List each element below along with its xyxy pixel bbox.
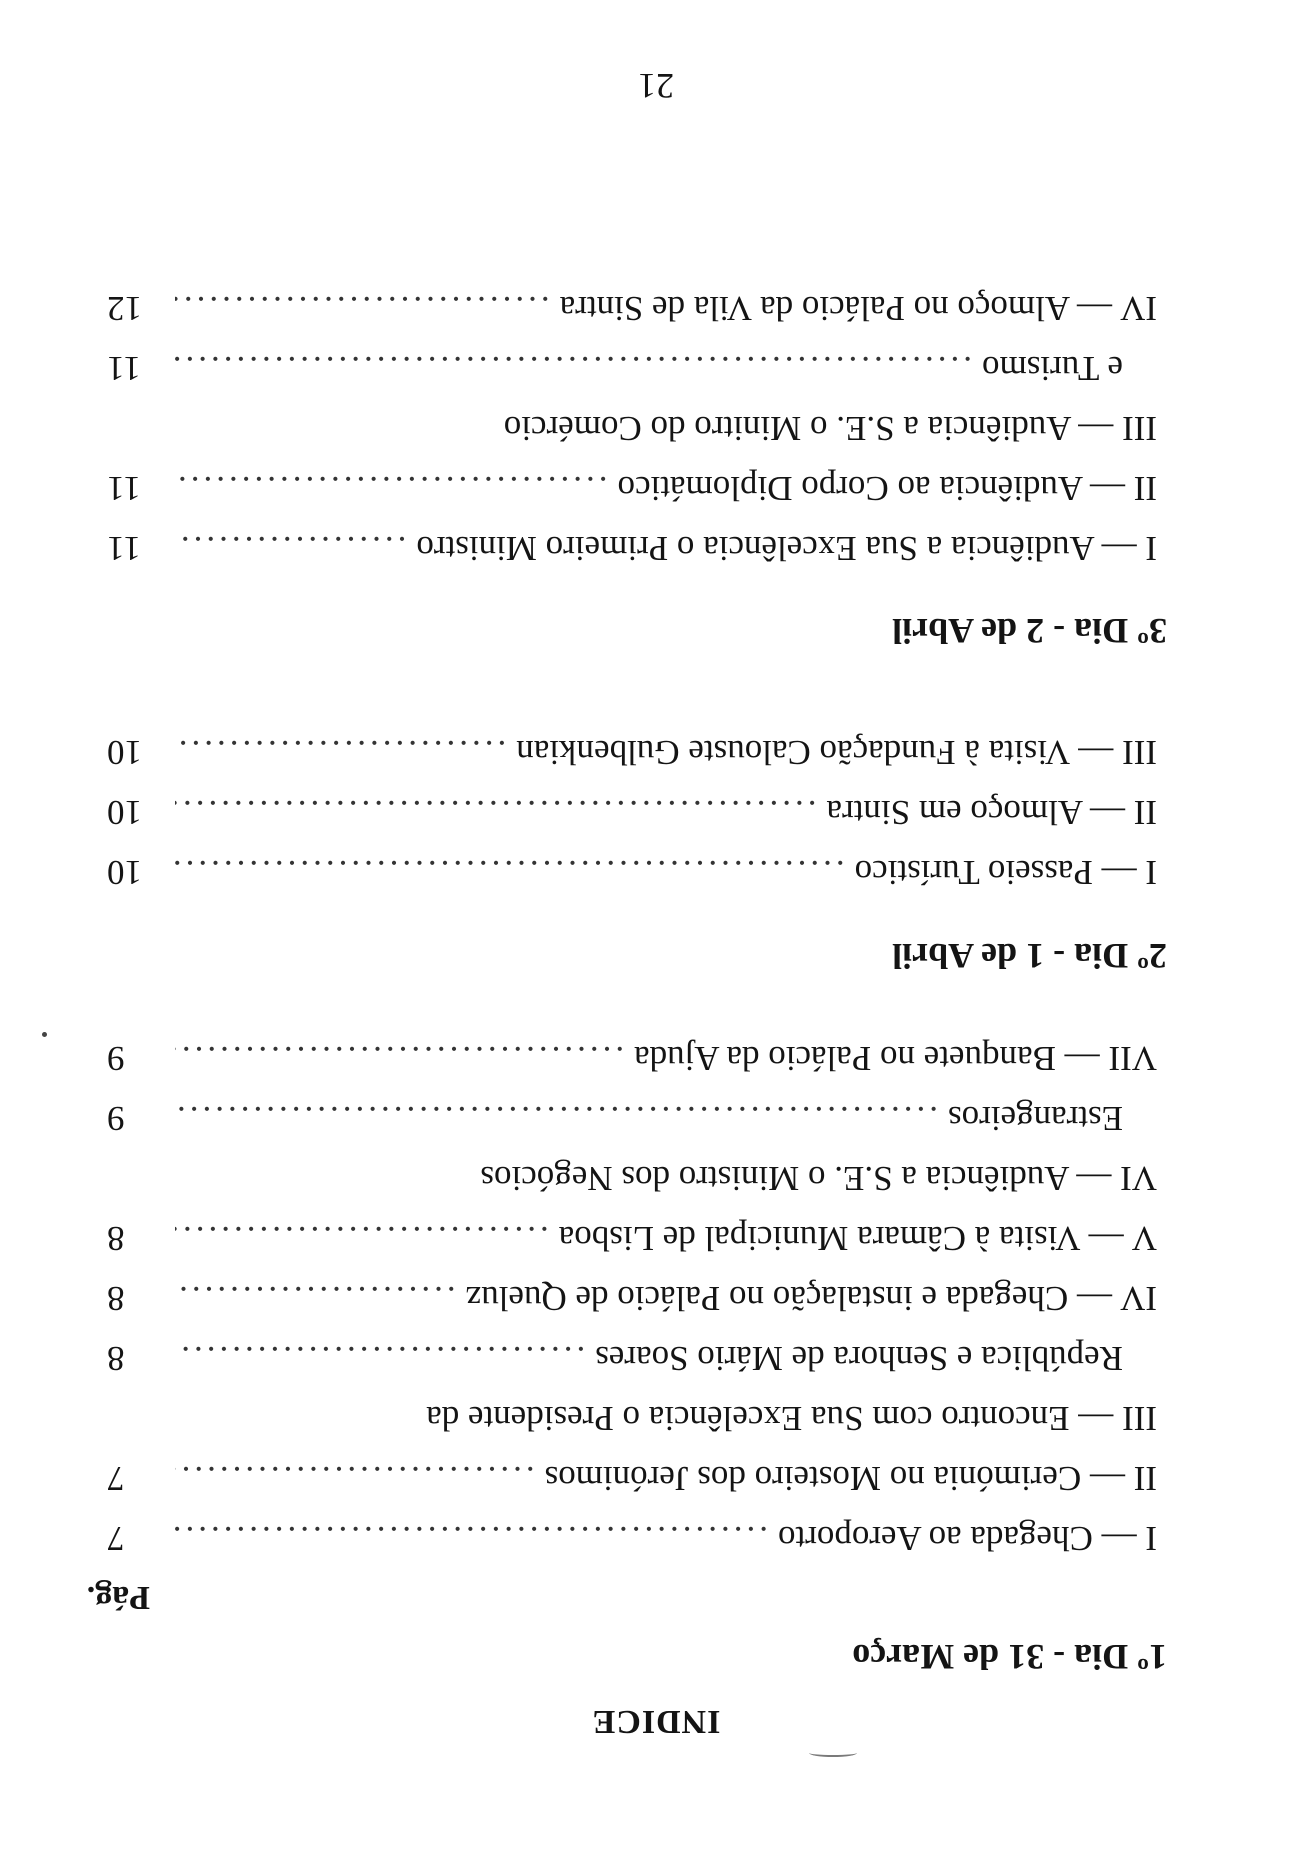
day1-entry-7 [107,1028,1157,1088]
entry-text: III — Visita à Fundação Calouste Gulbenkian [516,733,1157,772]
dot-leader [175,842,845,902]
entry-page: 8 [107,1279,125,1318]
day1-entry-1 [107,1508,1157,1568]
entry-text: II — Audiência ao Corpo Diplomático [617,469,1157,508]
entry-text: VII — Banquete no Palácio da Ajuda [634,1039,1157,1078]
day1-entry-4 [107,1268,1157,1328]
entry-page: 8 [107,1339,125,1378]
day1-entry-2 [107,1448,1157,1508]
entry-text: II — Almoço em Sintra [826,793,1157,832]
day3-entry-1 [107,518,1157,578]
day1-entry-6 [107,1088,1157,1208]
entry-text: II — Cerimónia no Mosteiro dos Jerónimos [544,1459,1157,1498]
entry-text-continued: Estrangeiros [948,1099,1123,1138]
dot-leader [175,782,816,842]
entry-page: 7 [107,1459,125,1498]
ink-smudge [809,1749,857,1757]
entry-page: 11 [107,349,141,388]
dot-leader [175,1028,624,1088]
day2-entry-3 [107,722,1157,782]
dot-leader [175,1328,585,1388]
entry-text: IV — Almoço no Palácio da Vila de Sintra [559,289,1157,328]
day2-entry-1 [107,842,1157,902]
entry-page: 9 [107,1039,125,1078]
dot-leader [175,1088,938,1148]
entry-page: 11 [107,469,141,508]
dot-leader [175,458,608,518]
entry-text: III — Audiência a S.E. o Minitro do Comércio [503,409,1157,448]
page-column-label: Pág. [86,1579,150,1616]
dot-leader [175,1268,456,1328]
day3-entry-2 [107,458,1157,518]
entry-text: IV — Chegada e instalação no Palácio de Queluz [465,1279,1157,1318]
dot-leader [175,1448,535,1508]
index-title: INDICE [591,1703,721,1740]
entry-page: 10 [107,853,142,892]
day2-heading: 2º Dia - 1 de Abril [892,936,1167,976]
dot-leader [175,518,406,578]
entry-text: I — Passeio Turístico [854,853,1157,892]
dot-leader [175,1208,549,1268]
entry-text: I — Chegada ao Aeroporto [777,1519,1157,1558]
entry-page: 10 [107,793,142,832]
day3-entry-3 [107,338,1157,458]
entry-page: 8 [107,1219,125,1258]
entry-text: VI — Audiência a S.E. o Ministro dos Negócios [480,1159,1157,1198]
scan-speck [42,1032,47,1037]
day3-entry-4 [107,278,1157,338]
entry-text-continued: e Turismo [981,349,1123,388]
day1-heading: 1º Dia - 31 de Março [852,1637,1167,1677]
entry-page: 11 [107,529,141,568]
day1-entry-3 [107,1328,1157,1448]
dot-leader [175,1508,768,1568]
dot-leader [175,722,506,782]
entry-text: I — Audiência a Sua Excelência o Primeiro Ministro [416,529,1157,568]
day2-entry-2 [107,782,1157,842]
entry-text: III — Encontro com Sua Excelência o Presidente da [426,1399,1157,1438]
day3-heading: 3º Dia - 2 de Abril [892,611,1167,651]
entry-page: 12 [107,289,142,328]
entry-text: V — Visita à Câmara Municipal de Lisboa [558,1219,1157,1258]
entry-page: 10 [107,733,142,772]
dot-leader [175,278,550,338]
day1-entry-5 [107,1208,1157,1268]
entry-text-continued: República e Senhora de Mário Soares [595,1339,1123,1378]
page-number: 21 [638,66,674,106]
entry-page: 7 [107,1519,125,1558]
dot-leader [175,338,972,398]
entry-page: 9 [107,1099,125,1138]
